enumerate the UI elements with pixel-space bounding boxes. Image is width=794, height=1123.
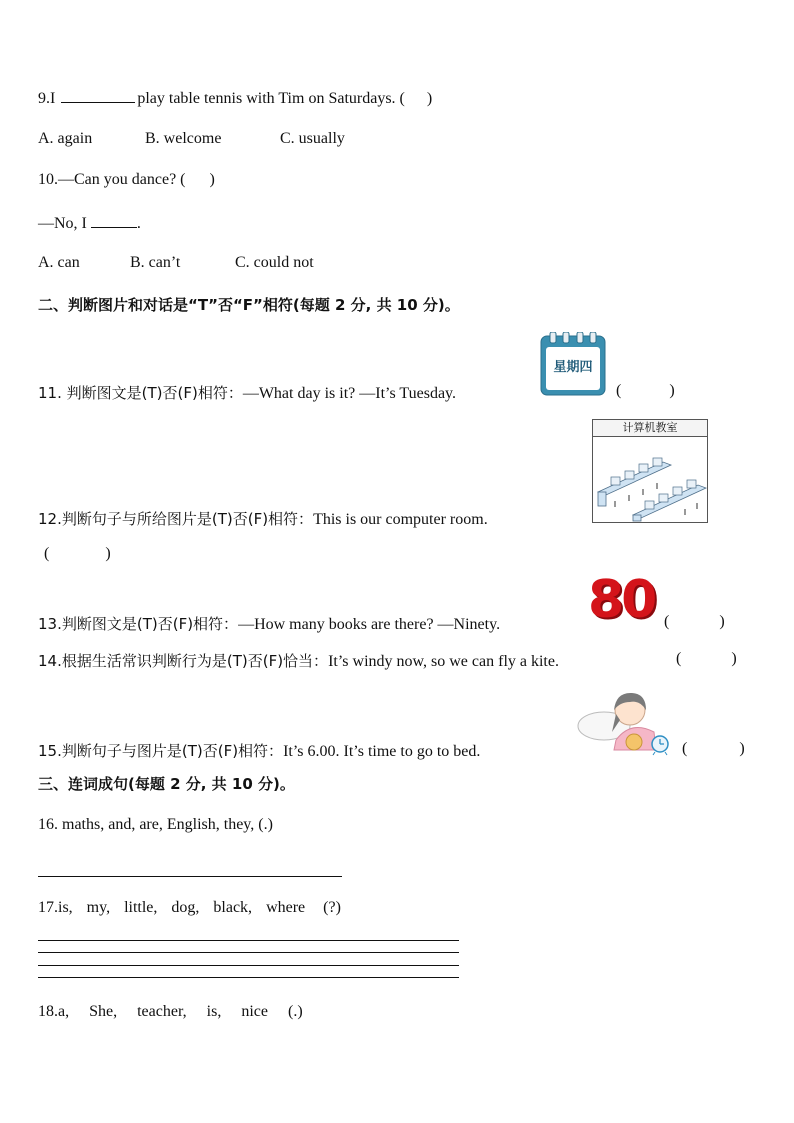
q17-answer-line[interactable] [38, 965, 459, 966]
q17-answer-line[interactable] [38, 940, 459, 941]
q13-answer-paren[interactable] [664, 613, 725, 631]
q11-paren-close: ) [669, 382, 675, 399]
q15-line [38, 740, 480, 761]
q9-number: 9.I [38, 90, 56, 107]
q18-word: is, [206, 1003, 222, 1020]
calendar-label: 星期四 [553, 360, 593, 375]
q18-line [38, 1003, 303, 1021]
q13-paren-close: ) [719, 613, 725, 630]
q18-word: teacher, [137, 1003, 187, 1020]
q14-prefix: 14.根据生活常识判断行为是(T)否(F)恰当： [38, 652, 329, 670]
q17-word: little, [124, 899, 158, 916]
q18-word: 18.a, [38, 1003, 70, 1020]
q16-line: 16. maths, and, are, English, they, (.) [38, 816, 273, 833]
q12-paren-open: ( [44, 545, 50, 562]
number-80-image: 80 [588, 570, 655, 630]
q12-line [38, 508, 488, 529]
q11-text: —What day is it? —It’s Tuesday. [242, 385, 456, 402]
q11-paren-open: ( [616, 382, 622, 399]
q12-text: This is our computer room. [313, 511, 488, 528]
q11-answer-paren[interactable] [616, 382, 675, 400]
q17-answer-line[interactable] [38, 977, 459, 978]
q10-paren-close: ) [209, 171, 215, 188]
q14-paren-open: ( [676, 650, 682, 667]
q10-question: —Can you dance? ( [58, 171, 186, 188]
q14-text: It’s windy now, so we can fly a kite. [328, 653, 559, 670]
q10-option-c: C. could not [235, 254, 314, 271]
q9-line [38, 88, 432, 108]
q17-line [38, 899, 341, 917]
q10-option-a: A. can [38, 254, 80, 271]
q9-option-c: C. usually [280, 130, 345, 147]
q10-reply-suffix: . [136, 215, 141, 232]
computer-room-image [592, 419, 708, 523]
q15-text: It’s 6.00. It’s time to go to bed. [283, 743, 481, 760]
q13-text: —How many books are there? —Ninety. [238, 616, 501, 633]
q9-option-a: A. again [38, 130, 93, 147]
q15-paren-close: ) [739, 740, 745, 757]
q14-line [38, 650, 559, 671]
q10-option-b: B. can’t [130, 254, 181, 271]
q17-word: 17.is, [38, 899, 73, 916]
q11-prefix: 11. 判断图文是(T)否(F)相符： [38, 384, 243, 402]
q14-paren-close: ) [731, 650, 737, 667]
q13-prefix: 13.判断图文是(T)否(F)相符： [38, 615, 239, 633]
q11-line [38, 382, 456, 403]
q12-paren-close: ) [105, 545, 111, 562]
q10-answer-blank[interactable] [91, 213, 137, 228]
q17-word: (?) [323, 899, 341, 916]
q17-word: black, [213, 899, 253, 916]
q9-option-b: B. welcome [145, 130, 222, 147]
q16-answer-line[interactable] [38, 876, 342, 877]
q14-answer-paren[interactable] [676, 650, 737, 668]
q15-answer-paren[interactable] [682, 740, 745, 758]
q15-prefix: 15.判断句子与图片是(T)否(F)相符： [38, 742, 284, 760]
computer-room-sign: 计算机教室 [593, 420, 707, 437]
q13-paren-open: ( [664, 613, 670, 630]
q13-line [38, 613, 500, 634]
section3-title: 三、连词成句(每题 2 分, 共 10 分)。 [38, 775, 295, 793]
q10-reply-prefix: —No, I [38, 215, 87, 232]
q10-line1 [38, 171, 215, 189]
q18-word: nice [241, 1003, 268, 1020]
q18-word: She, [89, 1003, 118, 1020]
q9-paren-close: ) [426, 90, 433, 107]
q17-word: my, [86, 899, 111, 916]
section2-title: 二、判断图片和对话是“T”否“F”相符(每题 2 分, 共 10 分)。 [38, 296, 460, 314]
calendar-image [540, 332, 606, 396]
q12-prefix: 12.判断句子与所给图片是(T)否(F)相符： [38, 510, 314, 528]
q18-word: (.) [287, 1003, 303, 1020]
q10-line2 [38, 213, 141, 233]
q12-answer-paren[interactable] [44, 545, 111, 563]
q17-word: where [266, 899, 306, 916]
q9-text: play table tennis with Tim on Saturdays. ( [137, 90, 405, 107]
q17-answer-line[interactable] [38, 952, 459, 953]
waking-up-image [576, 680, 672, 756]
q10-number: 10. [38, 171, 58, 188]
q15-paren-open: ( [682, 740, 688, 757]
q17-word: dog, [171, 899, 200, 916]
q9-answer-blank[interactable] [61, 88, 135, 103]
